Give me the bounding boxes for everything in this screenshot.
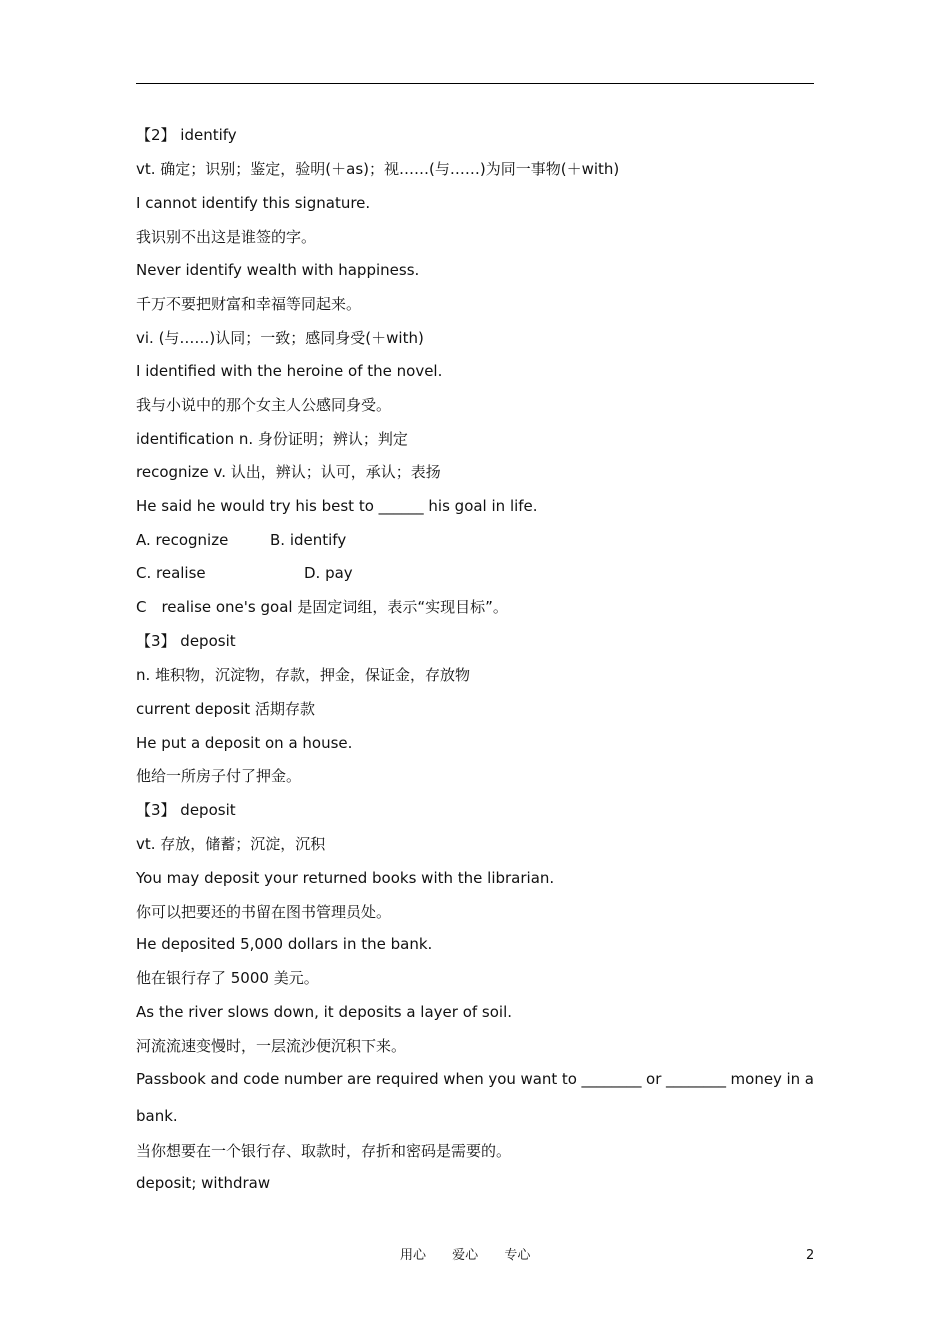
exercise-question-justified (136, 1066, 814, 1092)
answer-line: C realise one's goal 是固定词组，表示“实现目标”。 (136, 598, 508, 616)
answer-line: deposit; withdraw (136, 1174, 271, 1192)
translation-line: 千万不要把财富和幸福等同起来。 (136, 295, 362, 313)
example-sentence: As the river slows down, it deposits a layer of soil. (136, 1003, 513, 1021)
translation-line: 当你想要在一个银行存、取款时，存折和密码是需要的。 (136, 1142, 512, 1160)
translation-line: 我与小说中的那个女主人公感同身受。 (136, 396, 392, 414)
definition-line: vt. 确定；识别；鉴定，验明(＋as)；视……(与……)为同一事物(＋with) (136, 160, 620, 178)
word: when (443, 1070, 484, 1088)
footer-word: 专心 (504, 1248, 531, 1263)
option-b: B. identify (270, 531, 347, 549)
example-sentence: You may deposit your returned books with the librarian. (136, 869, 555, 887)
word: required (375, 1070, 439, 1088)
heading-deposit: 【3】 deposit (136, 801, 236, 819)
translation-line: 他给一所房子付了押金。 (136, 767, 302, 785)
translation-line: 你可以把要还的书留在图书管理员处。 (136, 903, 392, 921)
example-sentence: I identified with the heroine of the novel. (136, 362, 443, 380)
word: to (561, 1070, 577, 1088)
definition-line: vt. 存放，储蓄；沉淀，沉积 (136, 835, 326, 853)
option-d: D. pay (304, 564, 353, 582)
definition-line: vi. (与……)认同；一致；感同身受(＋with) (136, 329, 424, 347)
word: and (210, 1070, 239, 1088)
word: code (243, 1070, 280, 1088)
exercise-question-end: bank. (136, 1107, 178, 1125)
example-sentence: Never identify wealth with happiness. (136, 261, 420, 279)
heading-deposit: 【3】 deposit (136, 632, 236, 650)
word: Passbook (136, 1070, 206, 1088)
word: are (346, 1070, 372, 1088)
translation-line: 河流流速变慢时，一层流沙便沉积下来。 (136, 1037, 407, 1055)
footer-word: 用心 (400, 1248, 427, 1263)
option-c: C. realise (136, 564, 206, 582)
option-a: A. recognize (136, 531, 229, 549)
definition-line: recognize v. 认出，辨认；认可，承认；表扬 (136, 463, 441, 481)
page-number: 2 (806, 1248, 815, 1263)
exercise-question: He said he would try his best to ______ his goal in life. (136, 497, 538, 515)
footer-word: 爱心 (452, 1248, 479, 1263)
word: in (786, 1070, 801, 1088)
word: number (283, 1070, 343, 1088)
heading-identify: 【2】 identify (136, 126, 237, 144)
word: money (730, 1070, 782, 1088)
blank: ________ (581, 1070, 642, 1088)
example-sentence: He put a deposit on a house. (136, 734, 353, 752)
example-sentence: He deposited 5,000 dollars in the bank. (136, 935, 433, 953)
translation-line: 他在银行存了 5000 美元。 (136, 969, 319, 987)
definition-line: identification n. 身份证明；辨认；判定 (136, 430, 408, 448)
word: you (488, 1070, 516, 1088)
blank: ________ (665, 1070, 726, 1088)
header-rule (136, 83, 814, 84)
translation-line: 我识别不出这是谁签的字。 (136, 228, 317, 246)
definition-line: current deposit 活期存款 (136, 700, 315, 718)
word: want (520, 1070, 558, 1088)
definition-line: n. 堆积物，沉淀物，存款，押金，保证金，存放物 (136, 666, 471, 684)
word: or (646, 1070, 662, 1088)
example-sentence: I cannot identify this signature. (136, 194, 371, 212)
footer-motto (400, 1245, 552, 1267)
word: a (804, 1070, 814, 1088)
